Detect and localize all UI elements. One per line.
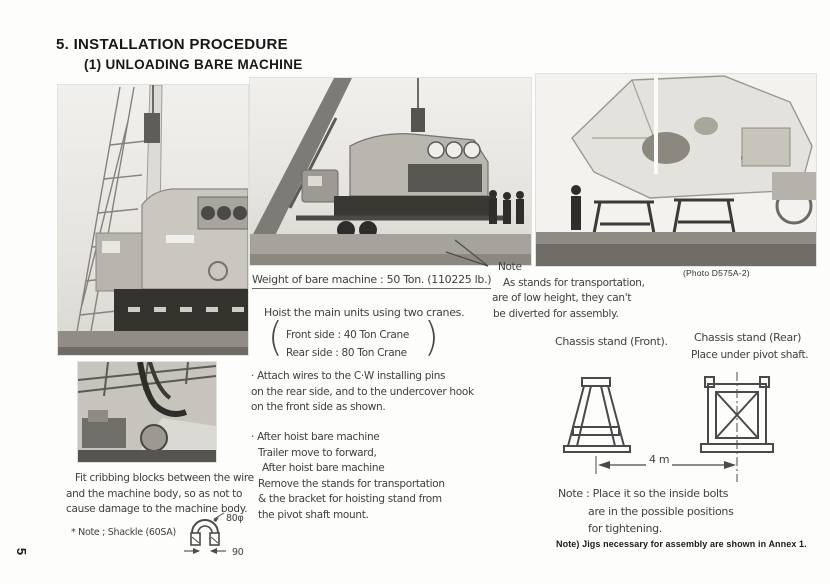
attach-note: · Attach wires to the C·W installing pins on the rear side, and to the undercover hook on the front side as shown. [251, 370, 474, 413]
crane-boom-icon [250, 78, 352, 246]
front-stand-diagram [564, 378, 630, 452]
dimension-label: 4 m [646, 452, 672, 468]
hoist-note: Hoist the main units using two cranes. [264, 306, 465, 319]
chassis-rear-label: Chassis stand (Rear) [694, 331, 802, 344]
close-paren: ) [424, 313, 439, 361]
bolts-note: Note : Place it so the inside bolts are in the possible positions for tightening. [558, 487, 734, 535]
photo-crane-side-view [58, 85, 248, 355]
transport-note-title: Note [498, 261, 522, 273]
shackle-width-label: 90 [232, 547, 244, 558]
chassis-rear-sublabel: Place under pivot shaft. [691, 349, 809, 361]
cribbing-note: Fit cribbing blocks between the wire and the machine body, so as not to cause damage to the machine body. [66, 472, 254, 515]
after-hoist-note: · After hoist bare machine Trailer move to forward, [251, 431, 380, 459]
track-icon [334, 196, 496, 218]
crane-rear-line: Rear side : 80 Ton Crane [286, 347, 407, 359]
photo-wire-detail-art [78, 362, 216, 462]
photo-crane-side-view-art [58, 85, 248, 355]
open-paren: ( [268, 313, 283, 361]
transport-note: Note As stands for transportation, are of low height, they can't be diverted for assembly. [492, 261, 645, 320]
shackle-diagram [183, 506, 229, 558]
chassis-stands-diagram [556, 372, 796, 484]
page-number: 5 [14, 547, 30, 556]
shackle-diameter-label: 80φ [226, 513, 244, 524]
page-title: 5. INSTALLATION PROCEDURE [56, 36, 288, 53]
photo-hoisted-machine-art [536, 74, 816, 266]
chassis-front-label: Chassis stand (Front). [555, 335, 668, 348]
reel-icon [141, 425, 167, 451]
photo-seam [654, 74, 658, 174]
weight-note: Weight of bare machine : 50 Ton. (110225 lb.) [252, 272, 491, 288]
hook-block-icon [411, 108, 425, 132]
annex-note: Note) Jigs necessary for assembly are shown in Annex 1. [556, 539, 807, 549]
person-silhouette [571, 185, 581, 230]
photo-wire-detail [78, 362, 216, 462]
remove-stands-note: After hoist bare machine Remove the stands for transportation & the bracket for hoisting stand from the pivot shaft mount. [258, 462, 445, 521]
shackle-note: * Note ; Shackle (60SA) [71, 527, 176, 538]
photo-caption: (Photo D575A-2) [683, 268, 750, 278]
crane-front-line: Front side : 40 Ton Crane [286, 329, 410, 341]
note-pointer-lines [440, 230, 500, 274]
hook-block-icon [144, 113, 160, 143]
people-silhouettes [489, 190, 524, 224]
width-dimension-arrows [184, 548, 226, 554]
page-subtitle: (1) UNLOADING BARE MACHINE [84, 57, 303, 72]
photo-hoisted-machine [536, 74, 816, 266]
machinery-block [82, 418, 126, 448]
